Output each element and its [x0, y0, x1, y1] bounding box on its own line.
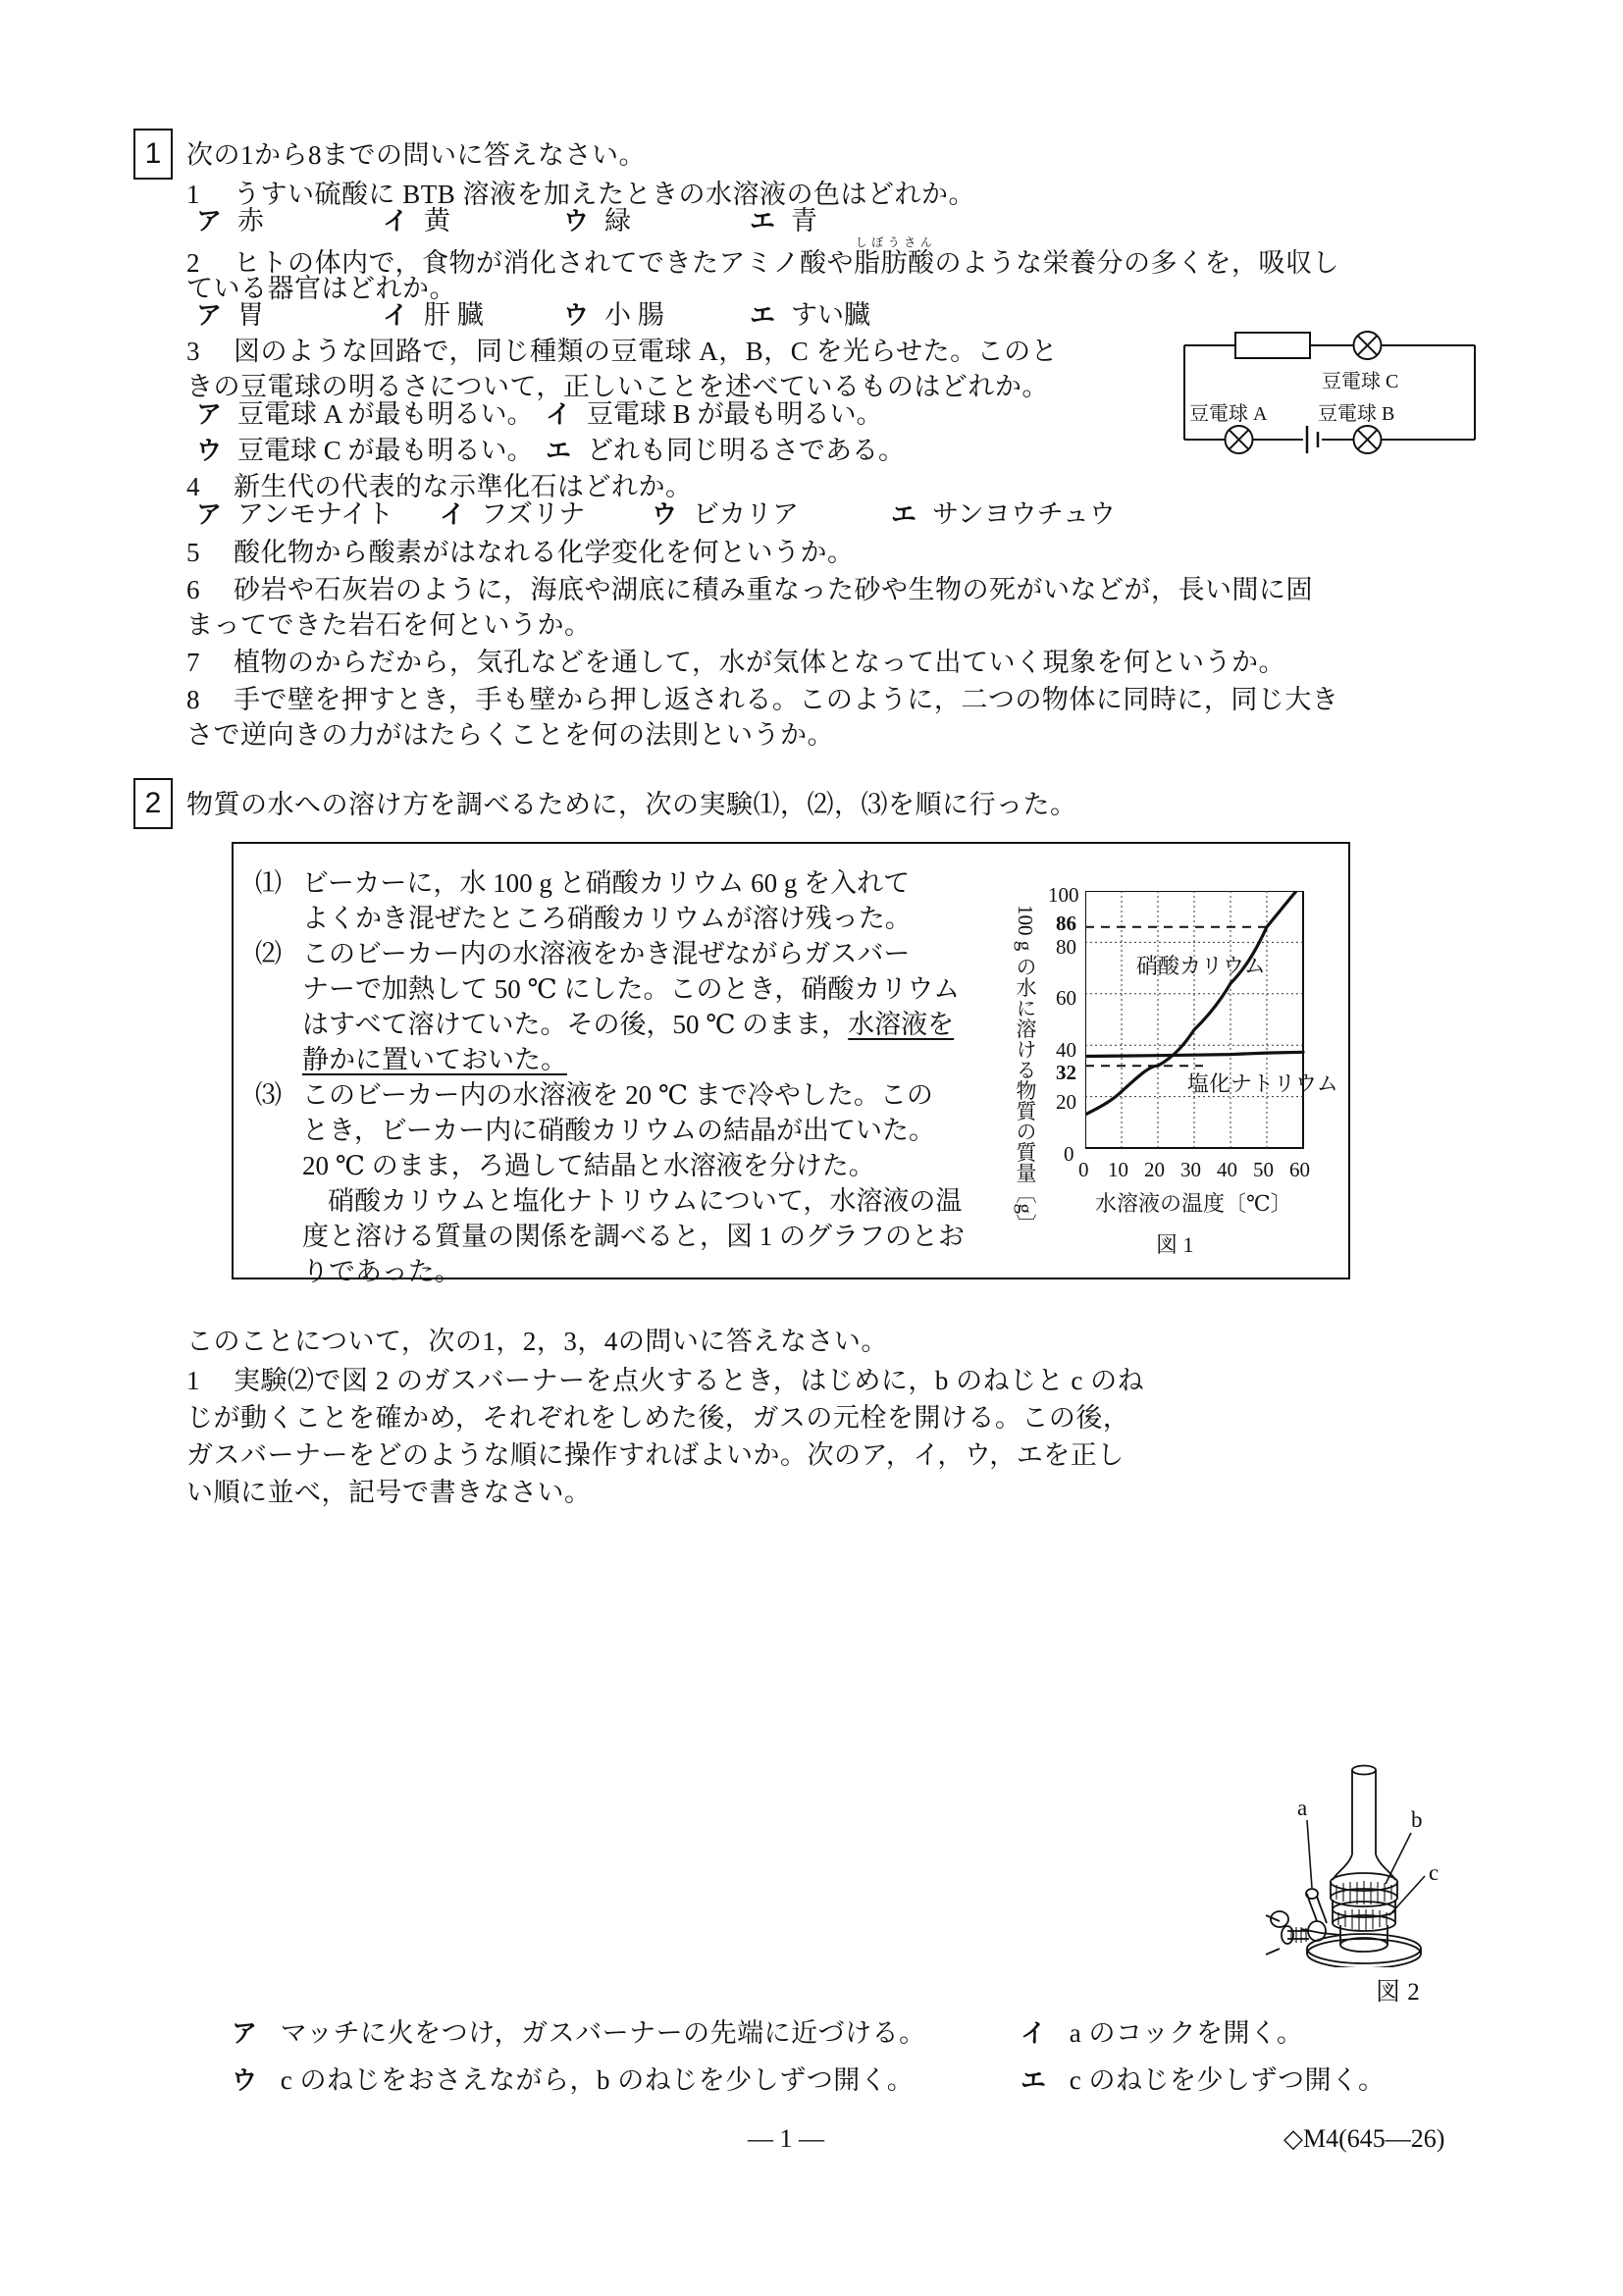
experiment-3-line1 [255, 1073, 933, 1112]
s2-q1-choice-e[interactable] [1021, 2059, 1385, 2097]
q3-choice-i[interactable] [546, 392, 883, 431]
choice-label: c のねじを少しずつ開く。 [1069, 2065, 1386, 2095]
y-tick-40: 40 [1056, 1038, 1076, 1062]
q4-text: 新生代の代表的な示準化石はどれか。 [234, 472, 693, 501]
experiment-tail-line3: りであった。 [302, 1257, 461, 1286]
choice-mark: イ [440, 499, 466, 529]
choice-mark: エ [546, 436, 572, 465]
choice-label: 豆電球 C が最も明るい。 [237, 436, 534, 465]
q2-choice-u[interactable] [563, 293, 750, 332]
series-label-sodium-chloride: 塩化ナトリウム [1187, 1071, 1338, 1096]
y-tick-100: 100 [1048, 883, 1079, 907]
q3-choice-a[interactable] [196, 392, 546, 431]
q3-stem-line2: きの豆電球の明るさについて，正しいことを述べているものはどれか。 [186, 372, 1049, 401]
x-tick-40: 40 [1217, 1158, 1237, 1181]
experiment-box [232, 842, 1350, 1286]
q2-text-a: ヒトの体内で，食物が消化されてできたアミノ酸や [234, 248, 854, 278]
q8-number: 8 [186, 685, 200, 714]
experiment-1-number: ⑴ [255, 868, 282, 898]
s2-q1-line4: い順に並べ，記号で書きなさい。 [186, 1478, 592, 1507]
q1-choices [196, 199, 817, 237]
graph-x-axis-label: 水溶液の温度〔℃〕 [1095, 1191, 1292, 1216]
q6-number: 6 [186, 575, 200, 604]
svg-text:a: a [1297, 1796, 1308, 1820]
s2-q1-number: 1 [186, 1366, 200, 1395]
section-number-2: 2 [133, 778, 173, 829]
q3-choice-u[interactable] [196, 429, 546, 467]
choice-label: 肝 臓 [424, 300, 484, 330]
choice-mark: ウ [652, 499, 678, 529]
q4-choice-a[interactable] [196, 493, 440, 531]
experiment-text: はすべて溶けていた。その後，50 ℃ のまま， [302, 1010, 849, 1039]
experiment-1-line1 [255, 861, 910, 900]
q2-text-b: のような栄養分の多くを，吸収し [934, 248, 1339, 278]
q3-number: 3 [186, 337, 200, 366]
q5-text: 酸化物から酸素がはなれる化学変化を何というか。 [234, 538, 855, 567]
figure-1-caption: 図 1 [1156, 1232, 1194, 1257]
choice-mark: ウ [232, 2065, 258, 2095]
q5-number: 5 [186, 538, 200, 567]
experiment-3-number: ⑶ [255, 1080, 282, 1110]
svg-text:b: b [1411, 1807, 1423, 1832]
q4-choices [196, 493, 1116, 531]
y-tick-32: 32 [1056, 1061, 1076, 1084]
q3-text-1: 図のような回路で，同じ種類の豆電球 A，B，C を光らせた。このと [234, 337, 1059, 366]
choice-label: 青 [791, 206, 818, 235]
q2-choice-e[interactable] [750, 293, 870, 332]
y-tick-0: 0 [1064, 1142, 1074, 1166]
experiment-2-line2: ナーで加熱して 50 ℃ にした。このとき，硝酸カリウム [302, 974, 961, 1004]
s2-q1-line2: じが動くことを確かめ，それぞれをしめた後，ガスの元栓を開ける。この後， [186, 1403, 1130, 1433]
experiment-2-number: ⑵ [255, 939, 282, 968]
choice-mark: ア [196, 399, 223, 429]
s2-q1-choice-u[interactable] [232, 2059, 914, 2097]
choice-mark: ア [196, 499, 223, 529]
experiment-text: このビーカー内の水溶液をかき混ぜながらガスバー [302, 939, 911, 968]
gas-burner-figure [1266, 1756, 1531, 1972]
experiment-underlined-tail: 水溶液を [848, 1010, 955, 1039]
choice-label: ビカリア [693, 499, 800, 529]
experiment-tail-line1: 硝酸カリウムと塩化ナトリウムについて，水溶液の温 [328, 1186, 963, 1216]
page-number: — 1 — [748, 2124, 824, 2153]
q3-choices-row1 [196, 392, 883, 431]
experiment-2-line4-underlined: 静かに置いておいた。 [302, 1045, 567, 1074]
q2-ruby-shibousan: 脂肪酸しぼうさん [853, 235, 935, 278]
choice-label: マッチに火をつけ，ガスバーナーの先端に近づける。 [280, 2018, 926, 2048]
circuit-label-lamp-c: 豆電球 C [1322, 371, 1399, 392]
q1-text: うすい硫酸に BTB 溶液を加えたときの水溶液の色はどれか。 [234, 180, 976, 209]
choice-mark: ウ [563, 300, 590, 330]
choice-label: 豆電球 A が最も明るい。 [237, 399, 534, 429]
figure-2-caption: 図 2 [1376, 1979, 1421, 2006]
q2-choices [196, 293, 870, 332]
x-tick-50: 50 [1253, 1158, 1274, 1181]
solubility-graph [1009, 863, 1338, 1257]
q8-stem-line1 [186, 678, 1338, 716]
choice-mark: エ [750, 300, 776, 330]
experiment-tail-line2: 度と溶ける質量の関係を調べると，図 1 のグラフのとお [302, 1222, 965, 1251]
experiment-1-line2: よくかき混ぜたところ硝酸カリウムが溶け残った。 [302, 904, 912, 933]
q1-choice-a[interactable] [196, 199, 383, 237]
circuit-label-lamp-a: 豆電球 A [1189, 403, 1268, 425]
circuit-label-lamp-b: 豆電球 B [1318, 403, 1395, 425]
choice-label: サンヨウチュウ [932, 499, 1116, 529]
document-code: ◇M4(645—26) [1283, 2124, 1445, 2153]
q4-choice-i[interactable] [440, 493, 652, 531]
section-1-lead: 次の1から8までの問いに答えなさい。 [186, 140, 646, 170]
choice-label: 胃 [237, 300, 265, 330]
q4-choice-e[interactable] [891, 493, 1116, 531]
section-2-lead: 物質の水への溶け方を調べるために，次の実験⑴，⑵，⑶を順に行った。 [186, 790, 1077, 819]
svg-text:c: c [1429, 1860, 1440, 1885]
q1-choice-u[interactable] [563, 199, 750, 237]
experiment-text: このビーカー内の水溶液を 20 ℃ まで冷やした。この [302, 1080, 933, 1110]
x-tick-60: 60 [1289, 1158, 1310, 1181]
series-label-potassium-nitrate: 硝酸カリウム [1136, 954, 1266, 978]
experiment-text: ビーカーに，水 100 g と硝酸カリウム 60 g を入れて [302, 868, 911, 898]
choice-label: 豆電球 B が最も明るい。 [587, 399, 883, 429]
choice-mark: エ [750, 206, 776, 235]
choice-mark: イ [1021, 2018, 1047, 2048]
q6-stem-line2: まってできた岩石を何というか。 [186, 610, 592, 640]
s2-q1-choice-a[interactable] [232, 2011, 926, 2050]
choice-mark: イ [546, 399, 572, 429]
q2-choice-a[interactable] [196, 293, 383, 332]
s2-q1-line1 [186, 1359, 1144, 1397]
choice-label: a のコックを開く。 [1069, 2018, 1304, 2048]
circuit-diagram [1173, 324, 1487, 456]
choice-mark: ウ [196, 436, 223, 465]
graph-y-axis-label: 100 g の水に溶ける物質の質量〔g〕 [1014, 905, 1038, 1234]
choice-mark: ア [196, 300, 223, 330]
choice-mark: ウ [563, 206, 590, 235]
x-tick-0: 0 [1078, 1158, 1089, 1181]
y-tick-20: 20 [1056, 1090, 1076, 1114]
y-tick-60: 60 [1056, 986, 1076, 1010]
q5-stem [186, 531, 855, 569]
choice-label: 黄 [424, 206, 451, 235]
q8-stem-line2: さで逆向きの力がはたらくことを何の法則というか。 [186, 720, 834, 750]
x-tick-10: 10 [1108, 1158, 1128, 1181]
y-tick-80: 80 [1056, 935, 1076, 959]
q2-choice-i[interactable] [383, 293, 563, 332]
q3-choices-row2 [196, 429, 905, 467]
experiment-2-line3 [302, 1003, 954, 1041]
x-tick-20: 20 [1144, 1158, 1165, 1181]
choice-label: アンモナイト [237, 499, 394, 529]
choice-label: 赤 [237, 206, 265, 235]
s2-q1-choice-i[interactable] [1021, 2011, 1303, 2050]
section-number-1: 1 [133, 129, 173, 180]
q2-stem-line2: ている器官はどれか。 [186, 274, 456, 303]
choice-mark: イ [383, 300, 409, 330]
q2-number: 2 [186, 248, 200, 278]
choice-mark: エ [891, 499, 917, 529]
q7-stem [186, 641, 1285, 679]
s2-q1-line3: ガスバーナーをどのような順に操作すればよいか。次のア，イ，ウ，エを正し [186, 1440, 1125, 1470]
q1-choice-i[interactable] [383, 199, 563, 237]
choice-mark: イ [383, 206, 409, 235]
choice-label: すい臓 [791, 300, 871, 330]
choice-label: c のねじをおさえながら，b のねじを少しずつ開く。 [280, 2065, 915, 2095]
experiment-3-line2: とき，ビーカー内に硝酸カリウムの結晶が出ていた。 [302, 1116, 936, 1145]
choice-label: フズリナ [481, 499, 586, 529]
q1-choice-e[interactable] [750, 199, 817, 237]
choice-mark: エ [1021, 2065, 1047, 2095]
q7-number: 7 [186, 648, 200, 677]
q1-number: 1 [186, 180, 200, 209]
choice-mark: ア [232, 2018, 258, 2048]
q4-choice-u[interactable] [652, 493, 891, 531]
section-2-after-box-lead: このことについて，次の1，2，3，4の問いに答えなさい。 [186, 1327, 888, 1356]
q6-stem-line1 [186, 568, 1313, 606]
q8-text-1: 手で壁を押すとき，手も壁から押し返される。このように，二つの物体に同時に，同じ大き [234, 685, 1339, 714]
q4-number: 4 [186, 472, 200, 501]
choice-label: どれも同じ明るさである。 [587, 436, 906, 465]
q6-text-1: 砂岩や石灰岩のように，海底や湖底に積み重なった砂や生物の死がいなどが，長い間に固 [234, 575, 1313, 604]
q3-stem-line1 [186, 330, 1058, 368]
choice-label: 緑 [604, 206, 632, 235]
q3-choice-e[interactable] [546, 429, 905, 467]
choice-label: 小 腸 [604, 300, 664, 330]
choice-mark: ア [196, 206, 223, 235]
s2-q1-text-1: 実験⑵で図 2 のガスバーナーを点火するとき，はじめに，b のねじと c のね [234, 1366, 1145, 1395]
x-tick-30: 30 [1180, 1158, 1201, 1181]
q7-text: 植物のからだから，気孔などを通して，水が気体となって出ていく現象を何というか。 [234, 648, 1285, 677]
y-tick-86: 86 [1056, 912, 1076, 935]
experiment-2-line1 [255, 932, 910, 970]
experiment-3-line3: 20 ℃ のまま，ろ過して結晶と水溶液を分けた。 [302, 1151, 875, 1180]
